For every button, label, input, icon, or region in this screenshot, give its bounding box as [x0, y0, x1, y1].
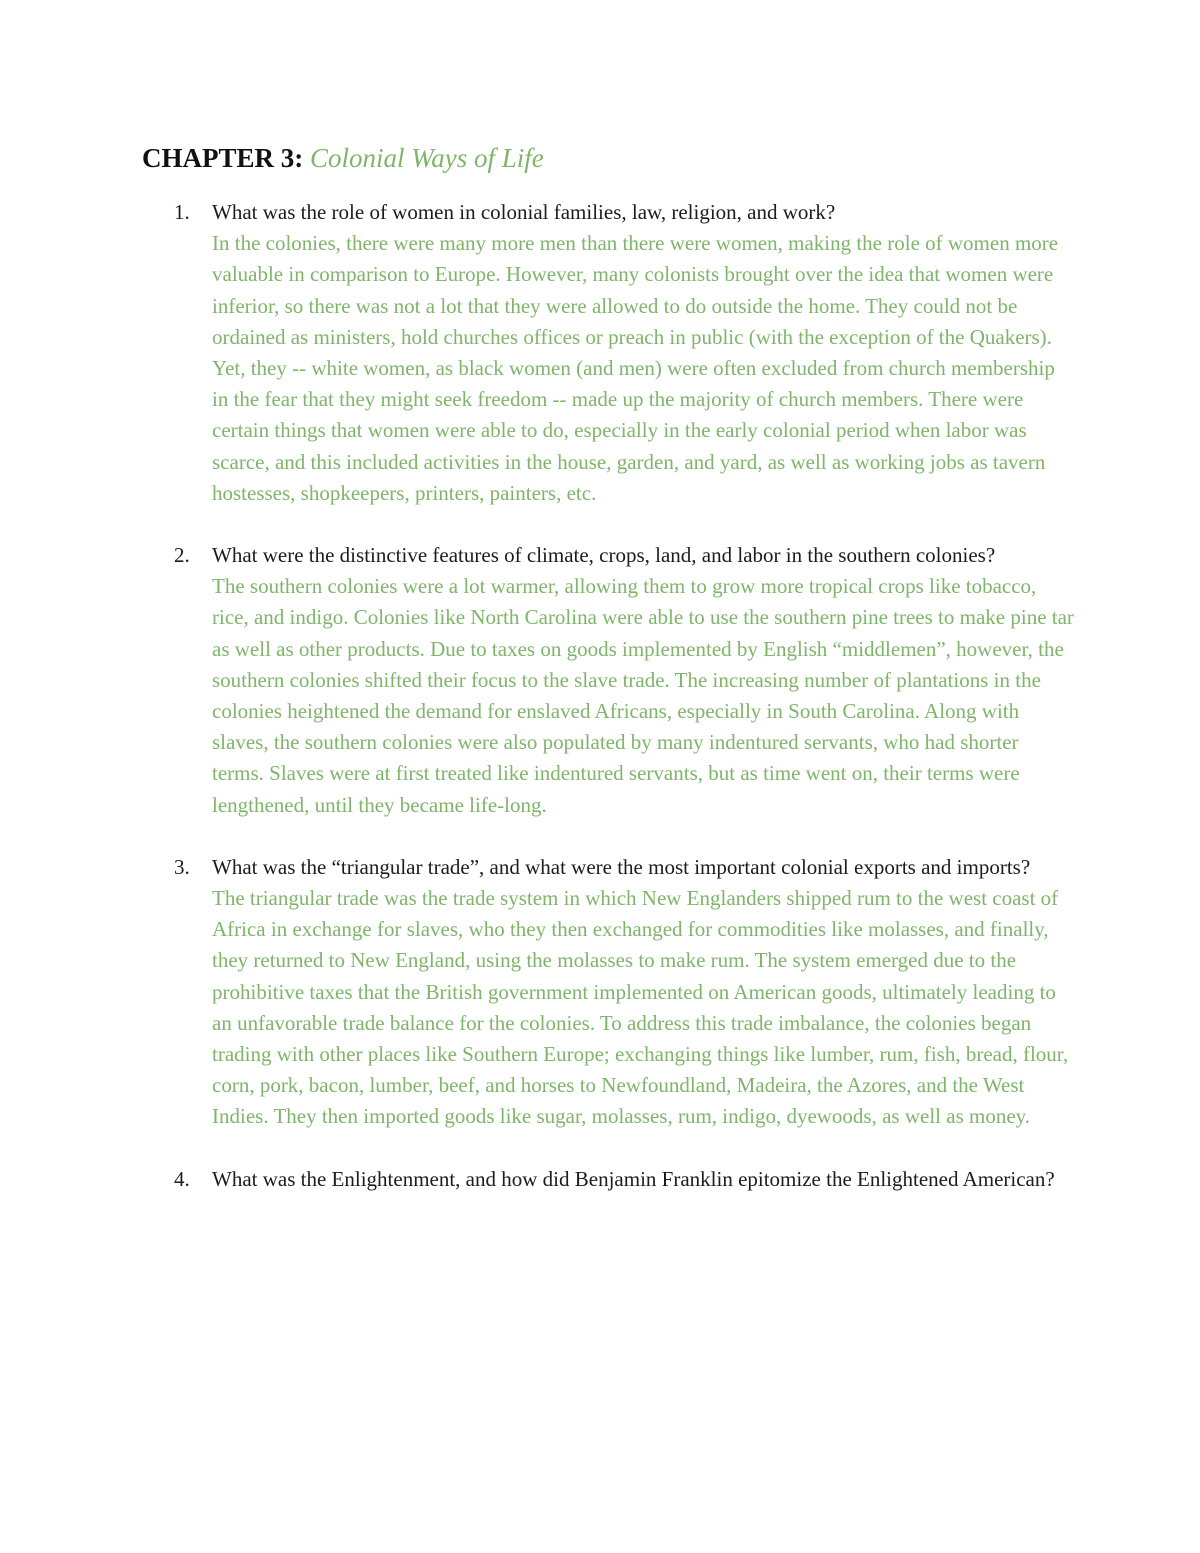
chapter-title: Colonial Ways of Life: [310, 143, 544, 173]
question-item-3: [0, 852, 1200, 1133]
question-body: [212, 540, 1074, 821]
chapter-heading: [142, 138, 544, 178]
question-number: 1.: [174, 200, 190, 224]
question-text: What were the distinctive features of climate, crops, land, and labor in the southern colonies?: [212, 543, 996, 568]
question-item-1: [0, 197, 1200, 509]
question-item-4: [0, 1164, 1200, 1195]
question-body: [212, 197, 1074, 509]
question-text: What was the role of women in colonial families, law, religion, and work?: [212, 200, 836, 224]
question-item-2: [0, 540, 1200, 821]
chapter-label: CHAPTER 3:: [142, 143, 304, 173]
question-number: 3.: [174, 854, 190, 879]
question-text: What was the “triangular trade”, and what were the most important colonial exports and imports?: [212, 854, 1031, 879]
answer-text: The southern colonies were a lot warmer, allowing them to grow more tropical crops like tobacco, rice, and indigo. Colonies like North Carolina were able to use the southern pine trees to make pine tar as well as other products. Due to taxes on goods implemented by English “middlemen”, however, the southern colonies shifted their focus to the slave trade. The increasing number of plantations in the colonies heightened the demand for enslaved Africans, especially in South Carolina. Along with slaves, the southern colonies were also populated by many indentured servants, who had shorter terms. Slaves were at first treated like indentured servants, but as time went on, their terms were lengthened, until they became life-long.: [212, 574, 1074, 817]
question-number: 2.: [174, 543, 190, 568]
question-text: What was the Enlightenment, and how did Benjamin Franklin epitomize the Enlightened American?: [212, 1166, 1055, 1191]
question-body: [212, 852, 1074, 1133]
answer-text: The triangular trade was the trade system in which New Englanders shipped rum to the west coast of Africa in exchange for slaves, who they then exchanged for commodities like molasses, and finally, they returned to New England, using the molasses to make rum. The system emerged due to the prohibitive taxes that the British government implemented on American goods, ultimately leading to an unfavorable trade balance for the colonies. To address this trade imbalance, the colonies began trading with other places like Southern Europe; exchanging things like lumber, rum, fish, bread, flour, corn, pork, bacon, lumber, beef, and horses to Newfoundland, Madeira, the Azores, and the West Indies. They then imported goods like sugar, molasses, rum, indigo, dyewoods, as well as money.: [212, 886, 1069, 1129]
question-number: 4.: [174, 1166, 190, 1191]
answer-text: In the colonies, there were many more men than there were women, making the role of women more valuable in comparison to Europe. However, many colonists brought over the idea that women were inferior, so there was not a lot that they were allowed to do outside the home. They could not be ordained as ministers, hold churches offices or preach in public (with the exception of the Quakers). Yet, they -- white women, as black women (and men) were often excluded from church membership in the fear that they might seek freedom -- made up the majority of church members. There were certain things that women were able to do, especially in the early colonial period when labor was scarce, and this included activities in the house, garden, and yard, as well as working jobs as tavern hostesses, shopkeepers, printers, painters, etc.: [212, 231, 1059, 505]
question-list: [0, 197, 1200, 1226]
question-body: [212, 1164, 1074, 1195]
